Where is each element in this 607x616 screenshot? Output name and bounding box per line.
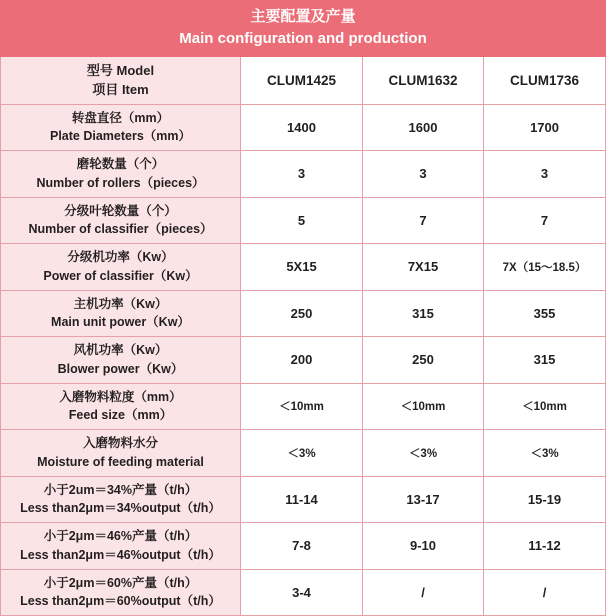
- table-row: [1, 476, 606, 523]
- row-label-en: Power of classifier（Kw）: [43, 268, 198, 283]
- row-label: [1, 569, 241, 616]
- row-value: /: [484, 569, 606, 616]
- row-label: [1, 104, 241, 151]
- table-title-cn: 主要配置及产量: [250, 8, 356, 25]
- row-value: 7X15: [363, 244, 484, 291]
- row-label: [1, 337, 241, 384]
- table-row: [1, 383, 606, 430]
- row-value: 3: [363, 151, 484, 198]
- row-label-cn: 分级机功率（Kw）: [67, 250, 174, 264]
- row-label-en: Moisture of feeding material: [37, 454, 204, 469]
- row-label-en: Blower power（Kw）: [57, 361, 184, 376]
- row-value: 7-8: [241, 523, 363, 570]
- row-label-cn: 入磨物料粒度（mm）: [59, 389, 182, 404]
- row-label-en: Main unit power（Kw）: [51, 315, 190, 330]
- table-row: [1, 430, 606, 477]
- row-label-cn: 分级叶轮数量（个）: [64, 203, 177, 218]
- table-title-row: [1, 1, 606, 57]
- row-value: 250: [241, 290, 363, 337]
- table-row: [1, 569, 606, 616]
- row-value: 7: [363, 197, 484, 244]
- header-item-cell: [1, 56, 241, 104]
- row-label: [1, 383, 241, 430]
- row-value: 3: [241, 151, 363, 198]
- row-label: [1, 244, 241, 291]
- row-label: [1, 476, 241, 523]
- table-header-row: [1, 56, 606, 104]
- row-value: 9-10: [363, 523, 484, 570]
- row-value: 13-17: [363, 476, 484, 523]
- row-value: 355: [484, 290, 606, 337]
- row-value: 1400: [241, 104, 363, 151]
- table-row: [1, 523, 606, 570]
- row-value: 11-12: [484, 523, 606, 570]
- row-label: [1, 151, 241, 198]
- row-value: 315: [484, 337, 606, 384]
- row-label-cn: 风机功率（Kw）: [73, 343, 168, 357]
- row-label-en: Plate Diameters（mm）: [49, 129, 192, 144]
- row-value: ＜3%: [484, 430, 606, 477]
- row-label-en: Less than2μm＝34%output（t/h）: [20, 501, 221, 516]
- header-model-label: 型号 Model: [86, 62, 155, 78]
- row-value: 3-4: [241, 569, 363, 616]
- row-value: ＜10mm: [484, 383, 606, 430]
- row-label-cn: 小于2μm＝60%产量（t/h）: [43, 575, 198, 590]
- row-label: [1, 523, 241, 570]
- row-value: 1600: [363, 104, 484, 151]
- row-value: 250: [363, 337, 484, 384]
- row-label: [1, 430, 241, 477]
- row-value: ＜3%: [363, 430, 484, 477]
- row-value: ＜10mm: [363, 383, 484, 430]
- header-model-1: CLUM1425: [241, 56, 363, 104]
- row-label-en: Less than2μm＝46%output（t/h）: [20, 547, 221, 562]
- row-label-cn: 小于2μm＝46%产量（t/h）: [43, 529, 198, 543]
- row-label: [1, 290, 241, 337]
- row-value: 15-19: [484, 476, 606, 523]
- table-row: [1, 244, 606, 291]
- row-value: 315: [363, 290, 484, 337]
- row-value: 7X（15～18.5）: [484, 244, 606, 291]
- row-label-en: Less than2μm＝60%output（t/h）: [20, 594, 221, 609]
- table-row: [1, 337, 606, 384]
- row-label-cn: 入磨物料水分: [82, 436, 158, 450]
- row-value: 1700: [484, 104, 606, 151]
- table-row: [1, 104, 606, 151]
- row-value: 7: [484, 197, 606, 244]
- row-label: [1, 197, 241, 244]
- row-label-cn: 转盘直径（mm）: [71, 110, 170, 125]
- table-title-en: Main configuration and production: [179, 29, 427, 47]
- row-label-cn: 主机功率（Kw）: [73, 296, 168, 311]
- header-model-2: CLUM1632: [363, 56, 484, 104]
- header-model-3: CLUM1736: [484, 56, 606, 104]
- row-label-en: Number of rollers（pieces）: [36, 175, 205, 190]
- row-label-en: Feed size（mm）: [68, 408, 173, 423]
- header-item-label: 项目 Item: [92, 82, 149, 97]
- row-value: 200: [241, 337, 363, 384]
- row-value: ＜10mm: [241, 383, 363, 430]
- row-label-cn: 小于2um＝34%产量（t/h）: [43, 482, 198, 497]
- row-value: 5: [241, 197, 363, 244]
- row-value: ＜3%: [241, 430, 363, 477]
- table-row: [1, 197, 606, 244]
- row-label-en: Number of classifier（pieces）: [28, 222, 213, 237]
- row-label-cn: 磨轮数量（个）: [76, 157, 165, 171]
- row-value: 5X15: [241, 244, 363, 291]
- row-value: 3: [484, 151, 606, 198]
- table-row: [1, 290, 606, 337]
- table-title: [1, 1, 606, 57]
- row-value: /: [363, 569, 484, 616]
- table-row: [1, 151, 606, 198]
- row-value: 11-14: [241, 476, 363, 523]
